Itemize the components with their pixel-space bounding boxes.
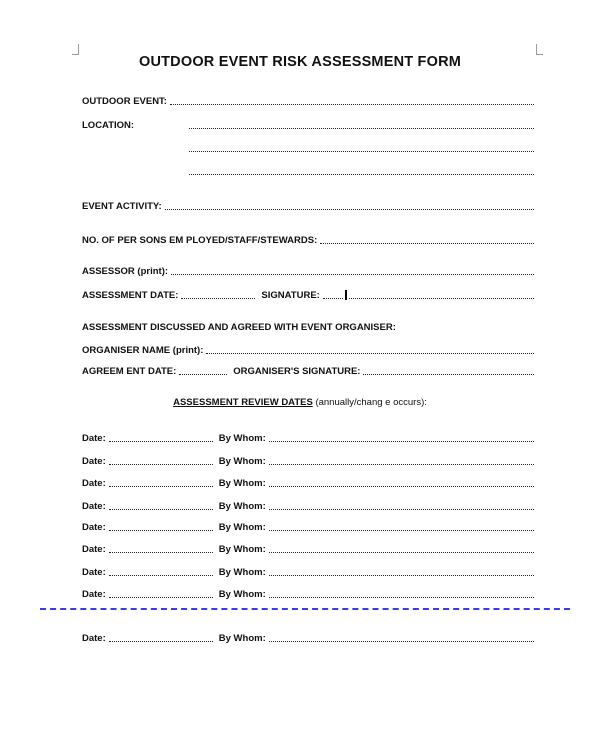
persons-employed-line[interactable] bbox=[320, 233, 534, 244]
location-field[interactable] bbox=[82, 117, 534, 131]
review-date-line[interactable] bbox=[109, 631, 213, 642]
review-date-label: Date: bbox=[82, 522, 106, 533]
review-by-whom-label: By Whom: bbox=[218, 522, 266, 533]
outdoor-event-line[interactable] bbox=[170, 94, 534, 105]
review-dates-heading bbox=[0, 397, 600, 408]
review-date-line[interactable] bbox=[109, 542, 213, 553]
review-date-line[interactable] bbox=[109, 454, 213, 465]
location-line-3[interactable] bbox=[189, 164, 534, 175]
location-label: LOCATION: bbox=[82, 120, 135, 131]
review-date-label: Date: bbox=[82, 456, 106, 467]
agreement-date-line[interactable] bbox=[179, 364, 227, 375]
location-line-1[interactable] bbox=[189, 118, 534, 129]
review-by-whom-line[interactable] bbox=[269, 631, 534, 642]
event-activity-field[interactable] bbox=[82, 198, 534, 212]
signature-line[interactable] bbox=[349, 288, 534, 299]
outdoor-event-field[interactable] bbox=[82, 93, 534, 107]
assessment-date-line[interactable] bbox=[181, 288, 255, 299]
review-row bbox=[82, 630, 534, 644]
review-date-label: Date: bbox=[82, 567, 106, 578]
review-date-line[interactable] bbox=[109, 431, 213, 442]
form-title: OUTDOOR EVENT RISK ASSESSMENT FORM bbox=[138, 54, 462, 70]
review-date-label: Date: bbox=[82, 501, 106, 512]
persons-employed-field[interactable] bbox=[82, 232, 534, 246]
review-row bbox=[82, 541, 534, 555]
signature-line-start[interactable] bbox=[323, 288, 343, 299]
signature-label: SIGNATURE: bbox=[261, 290, 320, 301]
review-by-whom-label: By Whom: bbox=[218, 478, 266, 489]
review-date-label: Date: bbox=[82, 544, 106, 555]
assessment-date-label: ASSESSMENT DATE: bbox=[82, 290, 179, 301]
review-date-line[interactable] bbox=[109, 476, 213, 487]
discussed-heading bbox=[82, 319, 534, 333]
assessor-field[interactable] bbox=[82, 263, 534, 277]
review-by-whom-line[interactable] bbox=[269, 520, 534, 531]
review-by-whom-line[interactable] bbox=[269, 499, 534, 510]
review-by-whom-label: By Whom: bbox=[218, 633, 266, 644]
review-by-whom-line[interactable] bbox=[269, 587, 534, 598]
review-date-label: Date: bbox=[82, 478, 106, 489]
event-activity-line[interactable] bbox=[165, 199, 534, 210]
review-by-whom-label: By Whom: bbox=[218, 567, 266, 578]
review-row bbox=[82, 519, 534, 533]
review-row bbox=[82, 498, 534, 512]
review-by-whom-line[interactable] bbox=[269, 431, 534, 442]
organiser-signature-line[interactable] bbox=[363, 364, 534, 375]
review-date-label: Date: bbox=[82, 633, 106, 644]
organiser-name-label: ORGANISER NAME (print): bbox=[82, 345, 204, 356]
assessment-date-row bbox=[82, 287, 534, 301]
location-field-line-2[interactable] bbox=[82, 140, 534, 154]
review-date-label: Date: bbox=[82, 433, 106, 444]
signature-mark bbox=[345, 290, 347, 300]
location-line-2[interactable] bbox=[189, 141, 534, 152]
organiser-signature-label: ORGANISER'S SIGNATURE: bbox=[233, 366, 361, 377]
review-by-whom-line[interactable] bbox=[269, 476, 534, 487]
review-row bbox=[82, 430, 534, 444]
review-by-whom-line[interactable] bbox=[269, 565, 534, 576]
review-by-whom-label: By Whom: bbox=[218, 433, 266, 444]
review-by-whom-label: By Whom: bbox=[218, 456, 266, 467]
review-row bbox=[82, 453, 534, 467]
agreement-date-row bbox=[82, 363, 534, 377]
review-row bbox=[82, 564, 534, 578]
review-date-line[interactable] bbox=[109, 587, 213, 598]
review-by-whom-label: By Whom: bbox=[218, 544, 266, 555]
organiser-name-line[interactable] bbox=[206, 343, 534, 354]
location-field-line-3[interactable] bbox=[82, 163, 534, 177]
assessor-label: ASSESSOR (print): bbox=[82, 266, 169, 277]
review-row bbox=[82, 475, 534, 489]
assessor-line[interactable] bbox=[171, 264, 534, 275]
review-dates-title: ASSESSMENT REVIEW DATES bbox=[173, 397, 313, 408]
persons-employed-label: NO. OF PER SONS EM PLOYED/STAFF/STEWARDS: bbox=[82, 235, 318, 246]
organiser-name-field[interactable] bbox=[82, 342, 534, 356]
discussed-label: ASSESSMENT DISCUSSED AND AGREED WITH EVENT ORGANISER: bbox=[82, 322, 396, 333]
outdoor-event-label: OUTDOOR EVENT: bbox=[82, 96, 167, 107]
review-by-whom-line[interactable] bbox=[269, 454, 534, 465]
agreement-date-label: AGREEM ENT DATE: bbox=[82, 366, 177, 377]
review-date-line[interactable] bbox=[109, 520, 213, 531]
review-date-label: Date: bbox=[82, 589, 106, 600]
review-dates-note: (annually/chang e occurs): bbox=[315, 397, 427, 408]
event-activity-label: EVENT ACTIVITY: bbox=[82, 201, 162, 212]
review-by-whom-label: By Whom: bbox=[218, 589, 266, 600]
review-by-whom-line[interactable] bbox=[269, 542, 534, 553]
review-date-line[interactable] bbox=[109, 565, 213, 576]
review-by-whom-label: By Whom: bbox=[218, 501, 266, 512]
review-row bbox=[82, 586, 534, 600]
review-date-line[interactable] bbox=[109, 499, 213, 510]
page-break-line bbox=[40, 608, 570, 610]
